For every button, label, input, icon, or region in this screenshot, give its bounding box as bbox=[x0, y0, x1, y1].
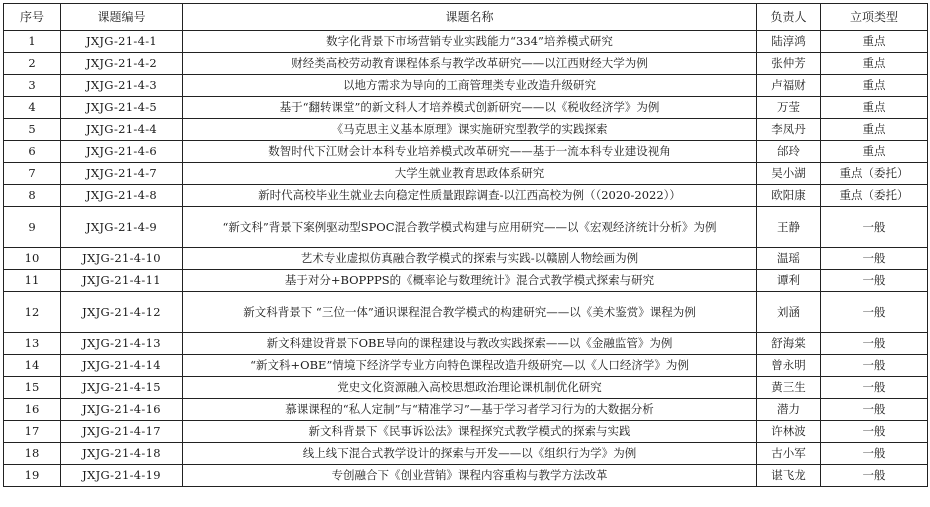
row-number: 4 bbox=[4, 97, 61, 119]
row-number: 6 bbox=[4, 141, 61, 163]
row-number: 7 bbox=[4, 163, 61, 185]
project-title: 基于“翻转课堂”的新文科人才培养模式创新研究——以《税收经济学》为例 bbox=[183, 97, 757, 119]
header-project-title: 课题名称 bbox=[183, 4, 757, 31]
project-type: 一般 bbox=[821, 207, 928, 248]
table-row bbox=[4, 443, 928, 465]
project-code: JXJG-21-4-10 bbox=[61, 248, 183, 270]
project-leader: 万莹 bbox=[757, 97, 821, 119]
project-type: 重点 bbox=[821, 53, 928, 75]
header-project-code: 课题编号 bbox=[61, 4, 183, 31]
row-number: 14 bbox=[4, 355, 61, 377]
project-leader: 陆淳鸿 bbox=[757, 31, 821, 53]
project-leader: 卢福财 bbox=[757, 75, 821, 97]
project-leader: 欧阳康 bbox=[757, 185, 821, 207]
project-type: 重点 bbox=[821, 119, 928, 141]
project-leader: 刘涵 bbox=[757, 292, 821, 333]
row-number: 9 bbox=[4, 207, 61, 248]
project-title: 专创融合下《创业营销》课程内容重构与教学方法改革 bbox=[183, 465, 757, 487]
row-number: 3 bbox=[4, 75, 61, 97]
project-leader: 黄三生 bbox=[757, 377, 821, 399]
project-code: JXJG-21-4-13 bbox=[61, 333, 183, 355]
project-title: 慕课课程的“私人定制”与“精准学习”—基于学习者学习行为的大数据分析 bbox=[183, 399, 757, 421]
table-row bbox=[4, 377, 928, 399]
project-type: 重点（委托） bbox=[821, 185, 928, 207]
project-code: JXJG-21-4-7 bbox=[61, 163, 183, 185]
project-type: 重点 bbox=[821, 31, 928, 53]
table-row bbox=[4, 421, 928, 443]
project-leader: 谭利 bbox=[757, 270, 821, 292]
table-row bbox=[4, 465, 928, 487]
project-title: “新文科”背景下案例驱动型SPOC混合教学模式构建与应用研究——以《宏观经济统计分析》为例 bbox=[183, 207, 757, 248]
project-title: 党史文化资源融入高校思想政治理论课机制优化研究 bbox=[183, 377, 757, 399]
project-title: 新文科背景下 “三位一体”通识课程混合教学模式的构建研究——以《美术鉴赏》课程为例 bbox=[183, 292, 757, 333]
project-title: 财经类高校劳动教育课程体系与教学改革研究——以江西财经大学为例 bbox=[183, 53, 757, 75]
project-type: 一般 bbox=[821, 333, 928, 355]
table-row bbox=[4, 163, 928, 185]
project-title: 线上线下混合式教学设计的探索与开发——以《组织行为学》为例 bbox=[183, 443, 757, 465]
project-leader: 张仲芳 bbox=[757, 53, 821, 75]
table-row bbox=[4, 75, 928, 97]
project-type: 一般 bbox=[821, 292, 928, 333]
row-number: 15 bbox=[4, 377, 61, 399]
project-type: 一般 bbox=[821, 377, 928, 399]
project-code: JXJG-21-4-17 bbox=[61, 421, 183, 443]
row-number: 19 bbox=[4, 465, 61, 487]
project-title: 数字化背景下市场营销专业实践能力“334”培养模式研究 bbox=[183, 31, 757, 53]
project-code: JXJG-21-4-3 bbox=[61, 75, 183, 97]
project-code: JXJG-21-4-4 bbox=[61, 119, 183, 141]
table-row bbox=[4, 270, 928, 292]
table-row bbox=[4, 248, 928, 270]
row-number: 12 bbox=[4, 292, 61, 333]
table-row bbox=[4, 333, 928, 355]
project-type: 重点 bbox=[821, 97, 928, 119]
project-type: 一般 bbox=[821, 270, 928, 292]
row-number: 1 bbox=[4, 31, 61, 53]
project-leader: 许林波 bbox=[757, 421, 821, 443]
table-row bbox=[4, 185, 928, 207]
row-number: 18 bbox=[4, 443, 61, 465]
project-type: 一般 bbox=[821, 421, 928, 443]
project-type: 重点 bbox=[821, 141, 928, 163]
table-header-row bbox=[4, 4, 928, 31]
project-leader: 舒海棠 bbox=[757, 333, 821, 355]
project-type: 一般 bbox=[821, 355, 928, 377]
project-code: JXJG-21-4-6 bbox=[61, 141, 183, 163]
project-type: 一般 bbox=[821, 443, 928, 465]
project-code: JXJG-21-4-1 bbox=[61, 31, 183, 53]
project-code: JXJG-21-4-9 bbox=[61, 207, 183, 248]
row-number: 10 bbox=[4, 248, 61, 270]
table-row bbox=[4, 399, 928, 421]
project-title: “新文科+OBE”情境下经济学专业方向特色课程改造升级研究—以《人口经济学》为例 bbox=[183, 355, 757, 377]
project-code: JXJG-21-4-18 bbox=[61, 443, 183, 465]
project-title: 新时代高校毕业生就业去向稳定性质量跟踪调查-以江西高校为例（（2020-2022）） bbox=[183, 185, 757, 207]
table-row bbox=[4, 355, 928, 377]
project-title: 以地方需求为导向的工商管理类专业改造升级研究 bbox=[183, 75, 757, 97]
project-leader: 李凤丹 bbox=[757, 119, 821, 141]
table-row bbox=[4, 53, 928, 75]
project-code: JXJG-21-4-5 bbox=[61, 97, 183, 119]
header-number: 序号 bbox=[4, 4, 61, 31]
project-leader: 古小军 bbox=[757, 443, 821, 465]
table-row bbox=[4, 119, 928, 141]
project-title: 《马克思主义基本原理》课实施研究型教学的实践探索 bbox=[183, 119, 757, 141]
project-leader: 谌飞龙 bbox=[757, 465, 821, 487]
project-leader: 潜力 bbox=[757, 399, 821, 421]
project-code: JXJG-21-4-14 bbox=[61, 355, 183, 377]
row-number: 16 bbox=[4, 399, 61, 421]
project-title: 基于对分+BOPPPS的《概率论与数理统计》混合式教学模式探索与研究 bbox=[183, 270, 757, 292]
header-leader: 负责人 bbox=[757, 4, 821, 31]
project-list-container bbox=[3, 3, 928, 487]
project-type: 重点（委托） bbox=[821, 163, 928, 185]
project-title: 艺术专业虚拟仿真融合教学模式的探索与实践-以赣剧人物绘画为例 bbox=[183, 248, 757, 270]
project-code: JXJG-21-4-8 bbox=[61, 185, 183, 207]
project-title: 新文科背景下《民事诉讼法》课程探究式教学模式的探索与实践 bbox=[183, 421, 757, 443]
header-project-type: 立项类型 bbox=[821, 4, 928, 31]
project-leader: 邰玲 bbox=[757, 141, 821, 163]
project-code: JXJG-21-4-11 bbox=[61, 270, 183, 292]
row-number: 2 bbox=[4, 53, 61, 75]
row-number: 13 bbox=[4, 333, 61, 355]
project-leader: 吴小湖 bbox=[757, 163, 821, 185]
project-title: 数智时代下江财会计本科专业培养模式改革研究——基于一流本科专业建设视角 bbox=[183, 141, 757, 163]
row-number: 17 bbox=[4, 421, 61, 443]
project-code: JXJG-21-4-12 bbox=[61, 292, 183, 333]
table-row bbox=[4, 207, 928, 248]
row-number: 5 bbox=[4, 119, 61, 141]
project-title: 大学生就业教育思政体系研究 bbox=[183, 163, 757, 185]
project-type: 一般 bbox=[821, 399, 928, 421]
project-code: JXJG-21-4-19 bbox=[61, 465, 183, 487]
table-row bbox=[4, 292, 928, 333]
project-type: 一般 bbox=[821, 465, 928, 487]
project-type: 一般 bbox=[821, 248, 928, 270]
row-number: 8 bbox=[4, 185, 61, 207]
project-type: 重点 bbox=[821, 75, 928, 97]
project-leader: 曾永明 bbox=[757, 355, 821, 377]
project-leader: 王静 bbox=[757, 207, 821, 248]
table-row bbox=[4, 97, 928, 119]
project-title: 新文科建设背景下OBE导向的课程建设与教改实践探索——以《金融监管》为例 bbox=[183, 333, 757, 355]
project-table bbox=[3, 3, 928, 487]
table-row bbox=[4, 31, 928, 53]
row-number: 11 bbox=[4, 270, 61, 292]
project-leader: 温瑶 bbox=[757, 248, 821, 270]
table-row bbox=[4, 141, 928, 163]
project-code: JXJG-21-4-15 bbox=[61, 377, 183, 399]
project-code: JXJG-21-4-2 bbox=[61, 53, 183, 75]
project-code: JXJG-21-4-16 bbox=[61, 399, 183, 421]
